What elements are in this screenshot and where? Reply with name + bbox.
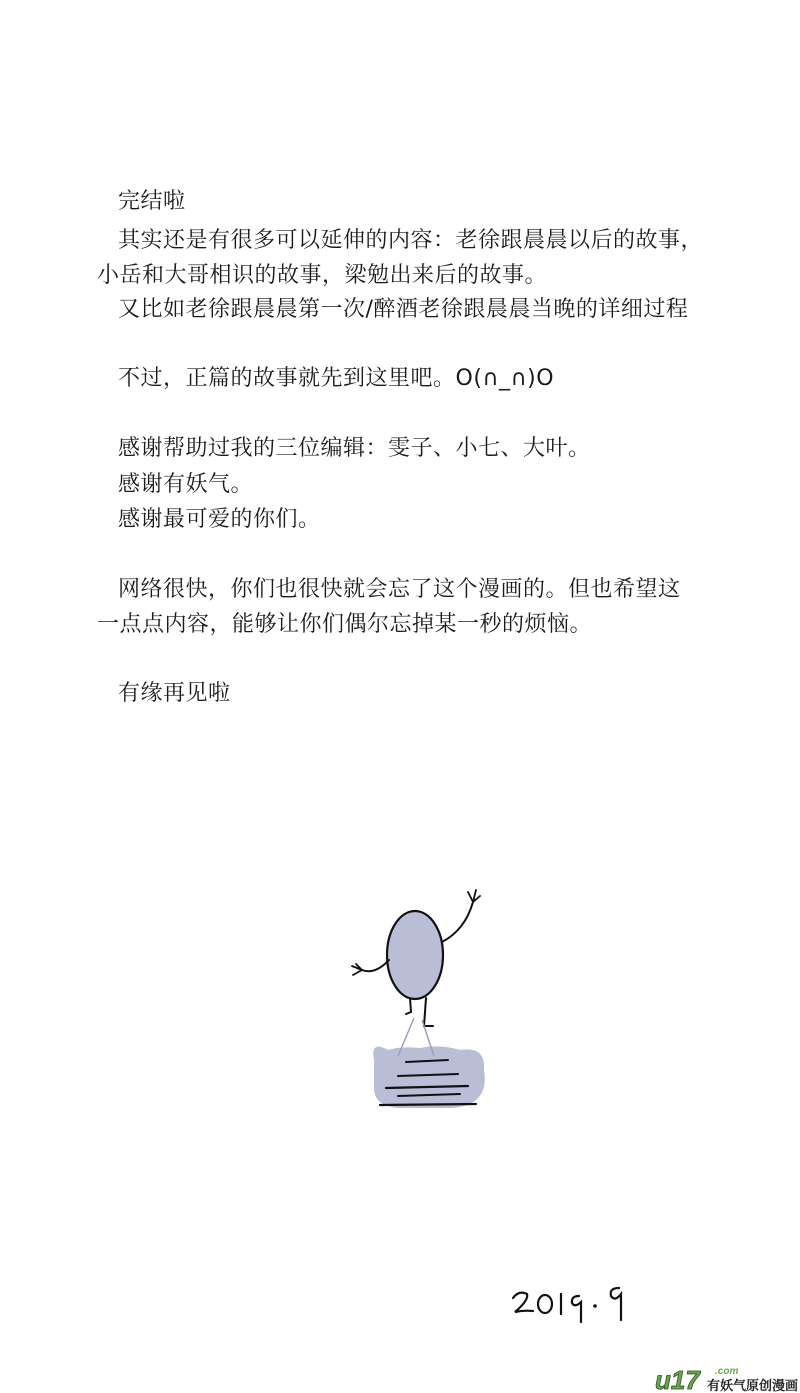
watermark-logo: u17: [655, 1365, 700, 1393]
egg-body: [387, 911, 443, 999]
egg-character-doodle: [340, 880, 500, 1120]
egg-right-arm: [442, 902, 473, 942]
thanks-line: 感谢最可爱的你们。: [118, 507, 321, 532]
watermark-domain: .com: [715, 1366, 739, 1377]
stone: [373, 1046, 485, 1108]
date-signature: [505, 1278, 635, 1328]
closing-line: 网络很快，你们也很快就会忘了这个漫画的。但也希望这: [118, 577, 681, 602]
afterword-line: 又比如老徐跟晨晨第一次/醉酒老徐跟晨晨当晚的详细过程: [118, 297, 689, 322]
watermark-slogan: 有妖气原创漫画: [707, 1379, 799, 1393]
egg-left-arm: [362, 960, 389, 971]
closing-line: 一点点内容，能够让你们偶尔忘掉某一秒的烦恼。: [97, 612, 593, 637]
egg-left-leg: [406, 998, 411, 1014]
egg-right-leg: [424, 998, 433, 1026]
afterword-line: 小岳和大哥相识的故事，梁勉出来后的故事。: [97, 263, 548, 288]
afterword-heading: 完结啦: [118, 189, 186, 214]
afterword-line: 不过，正篇的故事就先到这里吧。O(∩_∩)O: [118, 366, 555, 391]
thanks-line: 感谢有妖气。: [118, 472, 254, 497]
farewell-line: 有缘再见啦: [118, 681, 231, 706]
afterword-line: 其实还是有很多可以延伸的内容：老徐跟晨晨以后的故事，: [118, 228, 704, 253]
u17-watermark: [655, 1362, 800, 1393]
thanks-line: 感谢帮助过我的三位编辑：雯子、小七、大叶。: [118, 436, 591, 461]
